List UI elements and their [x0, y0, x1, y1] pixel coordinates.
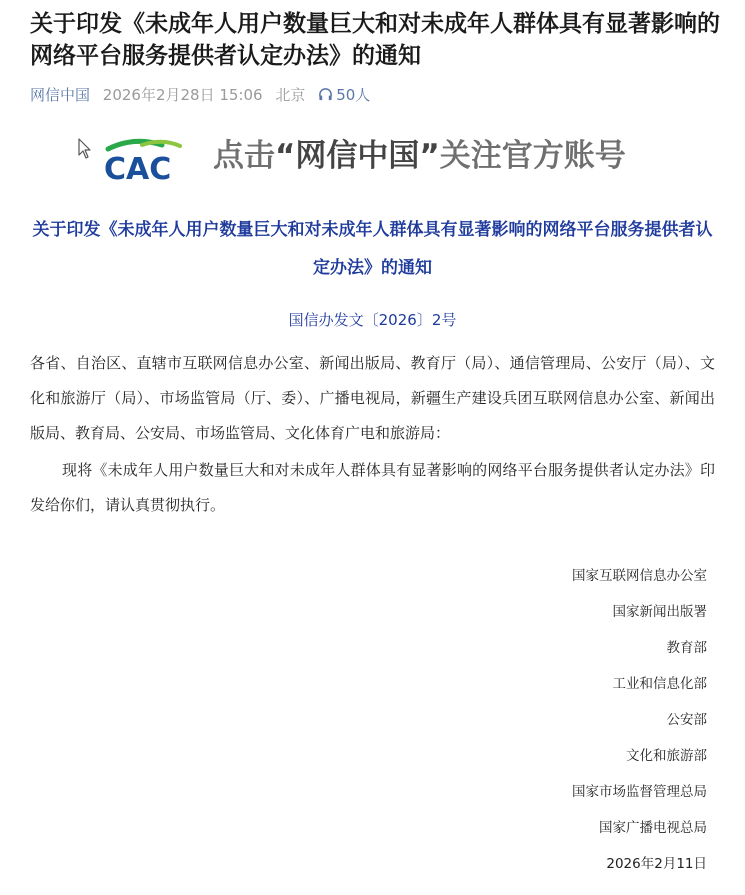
document-title: 关于印发《未成年人用户数量巨大和对未成年人群体具有显著影响的网络平台服务提供者认定办法》的通知 [32, 220, 713, 278]
follow-banner[interactable] [70, 130, 690, 184]
signers-block [572, 558, 707, 882]
headphones-icon [318, 87, 333, 102]
signer: 国家广播电视总局 [599, 820, 707, 836]
signer: 国家市场监督管理总局 [572, 784, 707, 800]
recipients-paragraph: 各省、自治区、直辖市互联网信息办公室、新闻出版局、教育厅（局）、通信管理局、公安厅（局）、文化和旅游厅（局）、市场监管局（厅、委）、广播电视局，新疆生产建设兵团互联网信息办公室、新闻出版局、教育局、公安局、市场监管局、文化体育广电和旅游局： [30, 354, 715, 442]
signer: 教育部 [666, 640, 707, 656]
signer: 国家互联网信息办公室 [572, 568, 707, 584]
signer: 工业和信息化部 [612, 676, 707, 692]
banner-text [213, 136, 626, 176]
publish-location: 北京 [275, 86, 306, 104]
document-number: 国信办发文〔2026〕2号 [288, 311, 457, 329]
listen-count: 50人 [336, 86, 371, 104]
listen-button[interactable] [318, 86, 378, 104]
article-title: 关于印发《未成年人用户数量巨大和对未成年人群体具有显著影响的网络平台服务提供者认定办法》的通知 [30, 11, 720, 69]
document-date: 2026年2月11日 [606, 856, 707, 872]
signer: 国家新闻出版署 [612, 604, 707, 620]
cursor-icon [78, 138, 92, 160]
article-meta [30, 84, 386, 106]
publish-datetime: 2026年2月28日 15:06 [102, 86, 263, 104]
source-link[interactable]: 网信中国 [30, 86, 91, 104]
cac-logo-text: CAC [104, 152, 172, 182]
body-paragraph: 现将《未成年人用户数量巨大和对未成年人群体具有显著影响的网络平台服务提供者认定办法》印发给你们，请认真贯彻执行。 [30, 461, 715, 514]
signer: 公安部 [666, 712, 707, 728]
banner-prefix: 点击 [213, 138, 275, 174]
banner-highlight: “网信中国” [275, 138, 440, 174]
signer: 文化和旅游部 [626, 748, 707, 764]
cac-logo [100, 138, 192, 182]
banner-suffix: 关注官方账号 [439, 138, 626, 174]
